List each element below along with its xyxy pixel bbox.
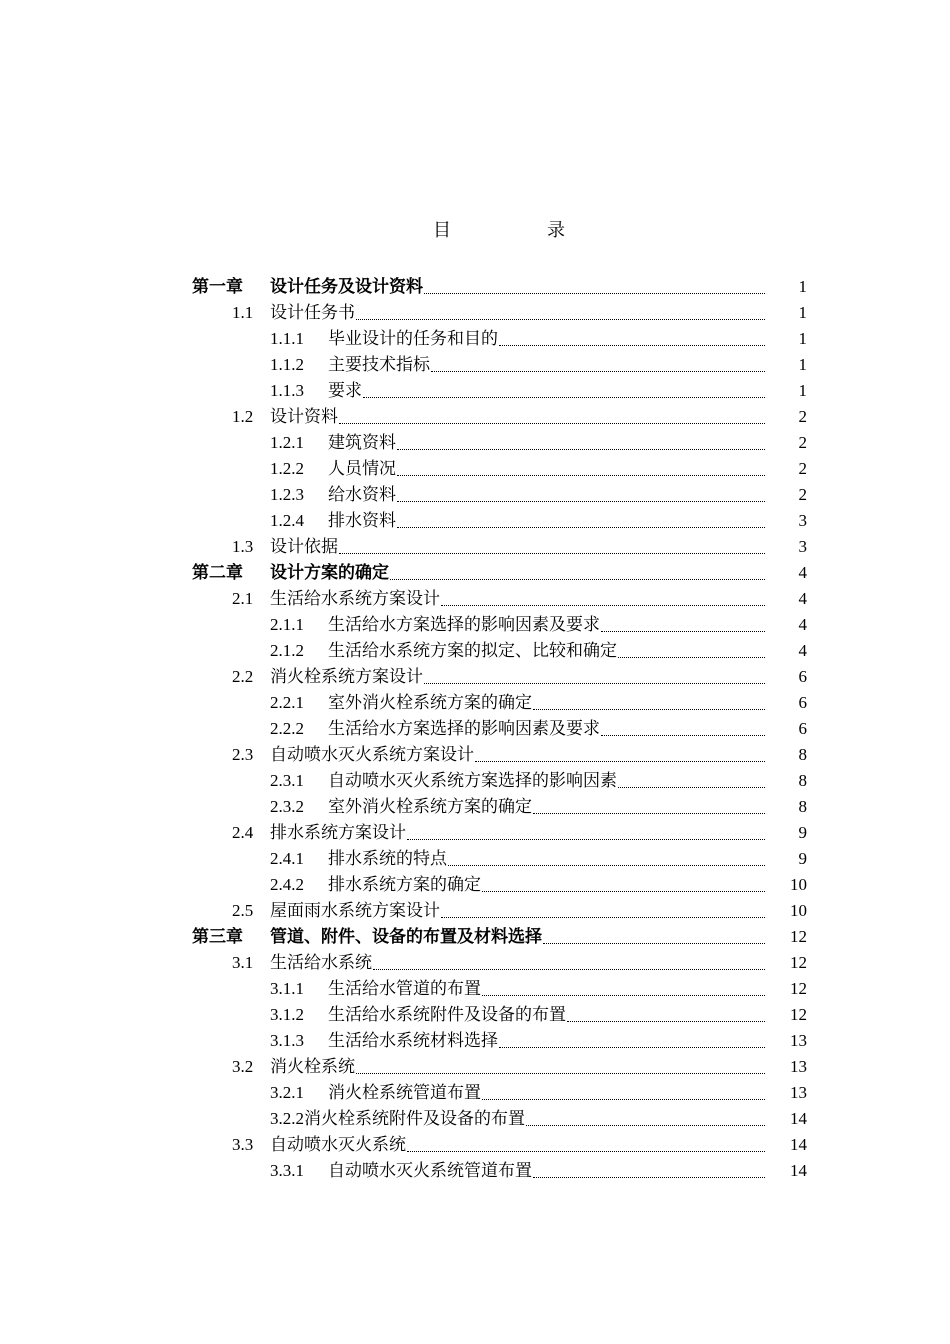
dot-leader — [397, 474, 765, 476]
dot-leader — [499, 344, 765, 346]
toc-entry-number: 第三章 — [192, 927, 243, 946]
toc-entry-page-number: 13 — [790, 1083, 807, 1102]
toc-entry-label: 自动喷水灭火系统管道布置 — [328, 1161, 532, 1180]
toc-entry[interactable] — [0, 274, 950, 300]
dot-leader — [533, 812, 765, 814]
toc-entry-number: 1.2.4 — [270, 511, 304, 530]
toc-entry-body — [328, 430, 766, 456]
toc-entry[interactable] — [0, 612, 950, 638]
toc-heading-char-2: 录 — [547, 220, 565, 240]
toc-entry-body — [328, 482, 766, 508]
toc-entry-page-number: 8 — [798, 797, 807, 816]
dot-leader — [424, 682, 765, 684]
toc-entry[interactable] — [0, 664, 950, 690]
toc-entry-page-number: 8 — [798, 745, 807, 764]
dot-leader — [618, 656, 765, 658]
dot-leader — [475, 760, 765, 762]
toc-entry-label: 生活给水方案选择的影响因素及要求 — [328, 615, 600, 634]
toc-entry-label: 消火栓系统管道布置 — [328, 1083, 481, 1102]
toc-entry-label: 建筑资料 — [328, 433, 396, 452]
toc-entry[interactable] — [0, 1028, 950, 1054]
toc-entry-number: 2.2.1 — [270, 693, 304, 712]
toc-entry-body — [270, 820, 766, 846]
toc-entry-body — [270, 404, 766, 430]
toc-entry[interactable] — [0, 1158, 950, 1184]
toc-entry[interactable] — [0, 482, 950, 508]
toc-entry[interactable] — [0, 898, 950, 924]
toc-entry[interactable] — [0, 1054, 950, 1080]
dot-leader — [533, 1176, 765, 1178]
toc-entry-page-number: 14 — [790, 1135, 807, 1154]
toc-entry[interactable] — [0, 300, 950, 326]
toc-entry-number: 2.1.1 — [270, 615, 304, 634]
toc-entry[interactable] — [0, 872, 950, 898]
toc-entry[interactable] — [0, 690, 950, 716]
dot-leader — [339, 552, 765, 554]
dot-leader — [482, 890, 765, 892]
toc-entry[interactable] — [0, 1080, 950, 1106]
table-of-contents — [0, 274, 950, 1184]
toc-entry-label: 自动喷水灭火系统方案选择的影响因素 — [328, 771, 617, 790]
toc-entry-body — [328, 1028, 766, 1054]
toc-entry-label: 生活给水系统 — [270, 953, 372, 972]
dot-leader — [339, 422, 765, 424]
toc-entry-label: 主要技术指标 — [328, 355, 430, 374]
toc-entry-number: 3.3.1 — [270, 1161, 304, 1180]
toc-entry-label: 自动喷水灭火系统 — [270, 1135, 406, 1154]
toc-entry-body — [328, 976, 766, 1002]
toc-entry-label: 屋面雨水系统方案设计 — [270, 901, 440, 920]
toc-entry-label: 生活给水系统附件及设备的布置 — [328, 1005, 566, 1024]
toc-entry-body — [270, 1132, 766, 1158]
toc-entry-label: 设计资料 — [270, 407, 338, 426]
dot-leader — [482, 994, 765, 996]
toc-entry-body — [270, 300, 766, 326]
toc-entry-label: 排水系统方案设计 — [270, 823, 406, 842]
toc-entry-body — [328, 768, 766, 794]
toc-entry[interactable] — [0, 768, 950, 794]
toc-entry-label: 给水资料 — [328, 485, 396, 504]
toc-entry-page-number: 1 — [798, 355, 807, 374]
toc-entry-page-number: 4 — [798, 589, 807, 608]
toc-entry-body — [328, 456, 766, 482]
toc-entry-page-number: 3 — [798, 537, 807, 556]
toc-entry[interactable] — [0, 976, 950, 1002]
toc-entry-number: 1.1 — [232, 303, 254, 322]
toc-entry-body — [328, 352, 766, 378]
toc-entry[interactable] — [0, 1132, 950, 1158]
toc-entry-body — [328, 1158, 766, 1184]
toc-entry-page-number: 14 — [790, 1161, 807, 1180]
toc-entry-page-number: 2 — [798, 433, 807, 452]
toc-entry-number: 2.5 — [232, 901, 254, 920]
toc-entry-number: 3.2 — [232, 1057, 254, 1076]
toc-entry-page-number: 6 — [798, 667, 807, 686]
toc-entry-label: 设计依据 — [270, 537, 338, 556]
dot-leader — [390, 578, 765, 580]
toc-entry-number: 3.2.1 — [270, 1083, 304, 1102]
toc-entry-label: 生活给水系统材料选择 — [328, 1031, 498, 1050]
toc-entry-body — [328, 872, 766, 898]
toc-entry-body — [328, 508, 766, 534]
toc-entry-label: 排水资料 — [328, 511, 396, 530]
toc-entry-label: 消火栓系统 — [270, 1057, 355, 1076]
toc-entry-number: 1.2 — [232, 407, 254, 426]
toc-entry-body — [270, 274, 766, 300]
dot-leader — [373, 968, 765, 970]
toc-entry[interactable] — [0, 456, 950, 482]
toc-entry-label: 毕业设计的任务和目的 — [328, 329, 498, 348]
toc-entry-number: 2.2 — [232, 667, 254, 686]
toc-entry-number: 3.1.2 — [270, 1005, 304, 1024]
toc-entry-page-number: 10 — [790, 875, 807, 894]
toc-entry-number: 3.1.3 — [270, 1031, 304, 1050]
dot-leader — [407, 838, 765, 840]
toc-entry-label: 设计任务书 — [270, 303, 355, 322]
toc-entry-body — [328, 612, 766, 638]
toc-entry-number: 1.1.3 — [270, 381, 304, 400]
toc-entry-body — [328, 690, 766, 716]
toc-entry-page-number: 1 — [798, 381, 807, 400]
toc-entry-number: 3.1 — [232, 953, 254, 972]
toc-entry-page-number: 2 — [798, 459, 807, 478]
toc-entry[interactable] — [0, 924, 950, 950]
toc-entry[interactable] — [0, 950, 950, 976]
dot-leader — [618, 786, 765, 788]
dot-leader — [441, 916, 765, 918]
toc-entry-label: 自动喷水灭火系统方案设计 — [270, 745, 474, 764]
dot-leader — [397, 500, 765, 502]
toc-entry[interactable] — [0, 404, 950, 430]
toc-entry-page-number: 12 — [790, 979, 807, 998]
toc-entry-number: 1.1.2 — [270, 355, 304, 374]
toc-entry-body — [328, 1002, 766, 1028]
toc-entry-page-number: 10 — [790, 901, 807, 920]
toc-entry-number: 1.2.1 — [270, 433, 304, 452]
toc-entry[interactable] — [0, 820, 950, 846]
toc-entry-number: 第一章 — [192, 277, 243, 296]
toc-entry[interactable] — [0, 586, 950, 612]
toc-entry-label: 生活给水管道的布置 — [328, 979, 481, 998]
toc-entry-number: 1.3 — [232, 537, 254, 556]
dot-leader — [397, 448, 765, 450]
toc-entry-label: 消火栓系统方案设计 — [270, 667, 423, 686]
toc-entry-page-number: 2 — [798, 485, 807, 504]
toc-entry-page-number: 12 — [790, 1005, 807, 1024]
toc-entry-body — [328, 1080, 766, 1106]
toc-entry-body — [270, 664, 766, 690]
toc-entry-body — [270, 1106, 766, 1132]
toc-entry-body — [270, 1054, 766, 1080]
toc-entry-page-number: 9 — [798, 823, 807, 842]
toc-entry-page-number: 4 — [798, 563, 807, 582]
toc-entry-body — [328, 846, 766, 872]
toc-entry-body — [328, 326, 766, 352]
dot-leader — [356, 318, 765, 320]
toc-entry-body — [270, 950, 766, 976]
toc-entry-number: 2.1 — [232, 589, 254, 608]
toc-entry-body — [328, 378, 766, 404]
toc-entry-page-number: 3 — [798, 511, 807, 530]
toc-heading-char-1: 目 — [433, 220, 451, 240]
toc-entry-label: 生活给水方案选择的影响因素及要求 — [328, 719, 600, 738]
toc-entry-label: 生活给水系统方案的拟定、比较和确定 — [328, 641, 617, 660]
toc-entry-number: 1.2.3 — [270, 485, 304, 504]
toc-entry-page-number: 1 — [798, 329, 807, 348]
toc-entry-page-number: 1 — [798, 277, 807, 296]
toc-entry-label: 排水系统的特点 — [328, 849, 447, 868]
toc-entry-page-number: 4 — [798, 641, 807, 660]
toc-entry-body — [270, 586, 766, 612]
toc-entry[interactable] — [0, 326, 950, 352]
dot-leader — [448, 864, 765, 866]
toc-entry-body — [270, 560, 766, 586]
toc-entry-label: 室外消火栓系统方案的确定 — [328, 797, 532, 816]
toc-entry-page-number: 13 — [790, 1057, 807, 1076]
toc-entry[interactable] — [0, 794, 950, 820]
dot-leader — [363, 396, 765, 398]
dot-leader — [567, 1020, 765, 1022]
toc-entry[interactable] — [0, 716, 950, 742]
toc-entry-page-number: 12 — [790, 927, 807, 946]
toc-entry-label: 排水系统方案的确定 — [328, 875, 481, 894]
toc-entry-page-number: 6 — [798, 719, 807, 738]
toc-entry[interactable] — [0, 534, 950, 560]
dot-leader — [441, 604, 765, 606]
toc-entry-page-number: 8 — [798, 771, 807, 790]
toc-entry-label: 生活给水系统方案设计 — [270, 589, 440, 608]
dot-leader — [543, 942, 765, 944]
toc-entry[interactable] — [0, 508, 950, 534]
toc-entry[interactable] — [0, 638, 950, 664]
dot-leader — [601, 734, 765, 736]
toc-entry[interactable] — [0, 742, 950, 768]
toc-entry-page-number: 6 — [798, 693, 807, 712]
toc-entry-number: 2.3 — [232, 745, 254, 764]
dot-leader — [397, 526, 765, 528]
toc-entry[interactable] — [0, 352, 950, 378]
toc-entry-body — [328, 716, 766, 742]
toc-entry[interactable] — [0, 1106, 950, 1132]
toc-entry-number: 2.1.2 — [270, 641, 304, 660]
toc-entry-body — [270, 534, 766, 560]
toc-entry-body — [270, 742, 766, 768]
toc-entry-number: 第二章 — [192, 563, 243, 582]
toc-entry[interactable] — [0, 560, 950, 586]
toc-entry-number: 3.1.1 — [270, 979, 304, 998]
toc-entry-number: 2.3.2 — [270, 797, 304, 816]
toc-entry-body — [328, 794, 766, 820]
toc-entry-label: 要求 — [328, 381, 362, 400]
dot-leader — [407, 1150, 765, 1152]
toc-entry-page-number: 12 — [790, 953, 807, 972]
toc-entry-number: 2.4.1 — [270, 849, 304, 868]
dot-leader — [424, 292, 765, 294]
dot-leader — [533, 708, 765, 710]
toc-entry-body — [270, 898, 766, 924]
toc-entry-body — [270, 924, 766, 950]
toc-entry[interactable] — [0, 846, 950, 872]
toc-entry-number: 2.4 — [232, 823, 254, 842]
toc-entry-page-number: 4 — [798, 615, 807, 634]
toc-entry-label: 管道、附件、设备的布置及材料选择 — [270, 927, 542, 946]
toc-entry-page-number: 1 — [798, 303, 807, 322]
toc-entry[interactable] — [0, 378, 950, 404]
toc-entry-number: 2.2.2 — [270, 719, 304, 738]
toc-entry-label: 设计任务及设计资料 — [270, 277, 423, 296]
toc-entry-label: 人员情况 — [328, 459, 396, 478]
toc-entry-number: 2.3.1 — [270, 771, 304, 790]
dot-leader — [356, 1072, 765, 1074]
toc-entry-page-number: 14 — [790, 1109, 807, 1128]
toc-entry[interactable] — [0, 430, 950, 456]
dot-leader — [526, 1124, 765, 1126]
toc-entry-number: 2.4.2 — [270, 875, 304, 894]
toc-entry-page-number: 2 — [798, 407, 807, 426]
toc-entry-number: 1.2.2 — [270, 459, 304, 478]
dot-leader — [431, 370, 765, 372]
toc-entry-label: 3.2.2消火栓系统附件及设备的布置 — [270, 1109, 525, 1128]
toc-entry-page-number: 13 — [790, 1031, 807, 1050]
toc-entry-number: 3.3 — [232, 1135, 254, 1154]
toc-entry-body — [328, 638, 766, 664]
toc-entry[interactable] — [0, 1002, 950, 1028]
dot-leader — [482, 1098, 765, 1100]
toc-entry-number: 1.1.1 — [270, 329, 304, 348]
toc-heading — [0, 216, 950, 244]
toc-entry-label: 室外消火栓系统方案的确定 — [328, 693, 532, 712]
toc-entry-label: 设计方案的确定 — [270, 563, 389, 582]
dot-leader — [499, 1046, 765, 1048]
dot-leader — [601, 630, 765, 632]
toc-entry-page-number: 9 — [798, 849, 807, 868]
